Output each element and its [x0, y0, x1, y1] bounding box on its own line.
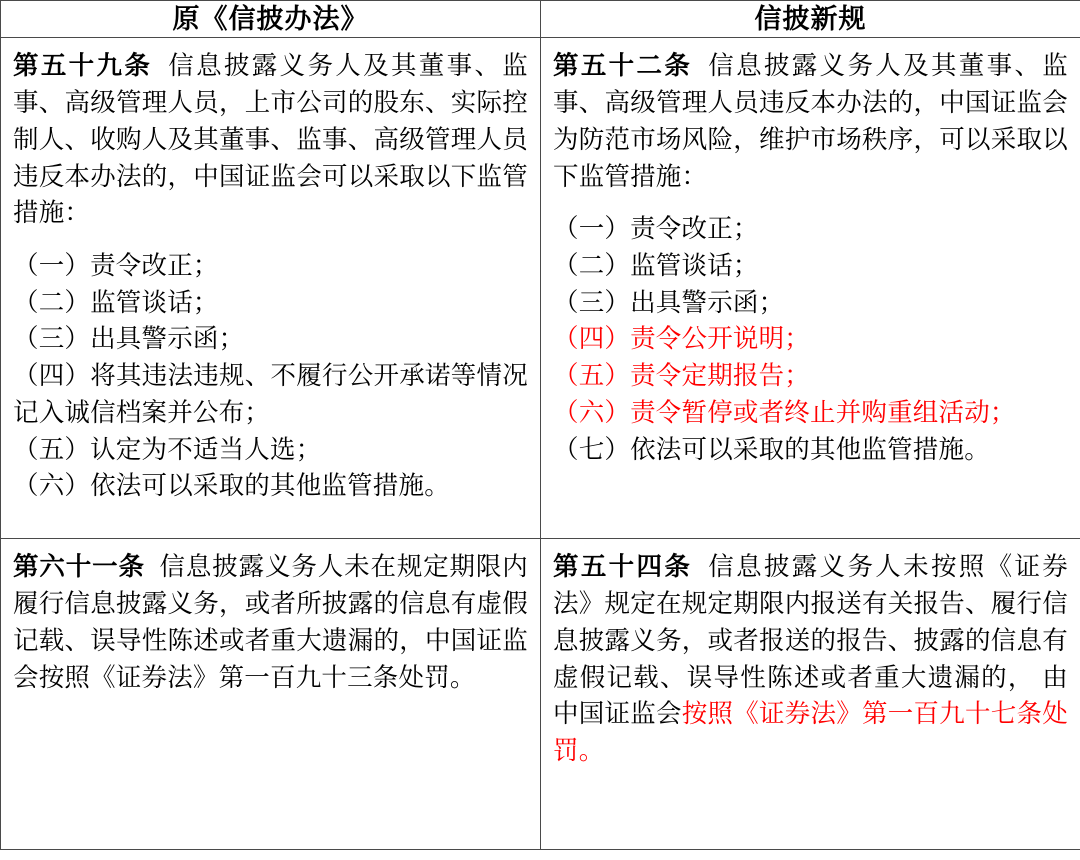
list-item: （三）出具警示函；	[13, 324, 245, 354]
list-item: （四）将其违法违规、不履行公开承诺等情况记入诚信档案并公布；	[13, 361, 528, 427]
cell-original-article-59	[1, 38, 541, 539]
table-header-row	[1, 1, 1080, 38]
article-intro-text: 信息披露义务人及其董事、监事、高级管理人员，上市公司的股东、实际控制人、收购人及其董事、监事、高级管理人员违反本办法的，中国证监会可以采取以下监管措施：	[13, 51, 528, 228]
list-item: （五）认定为不适当人选；	[13, 434, 322, 464]
list-item: （五）责令定期报告；	[553, 361, 811, 391]
list-item: （六）依法可以采取的其他监管措施。	[13, 471, 450, 501]
article-label: 第五十二条	[553, 51, 693, 81]
paragraph-spacer	[13, 232, 528, 248]
header-original-rules: 原《信披办法》	[1, 1, 541, 38]
list-item: （三）出具警示函；	[553, 287, 785, 317]
list-item: （六）责令暂停或者终止并购重组活动；	[553, 397, 1016, 427]
article-intro-paragraph	[13, 48, 528, 232]
paragraph-spacer	[553, 195, 1068, 211]
list-item: （二）监管谈话；	[13, 287, 219, 317]
list-item: （七）依法可以采取的其他监管措施。	[553, 434, 990, 464]
table-row	[1, 539, 1080, 850]
table-row	[1, 38, 1080, 539]
article-text: 信息披露义务人未按照《证券法》规定在规定期限内报送有关报告、履行信息披露义务，或者报送的报告、披露的信息有虚假记载、误导性陈述或者重大遗漏的， 由中国证监会	[553, 552, 1068, 729]
article-label: 第五十九条	[13, 51, 153, 81]
article-intro-text: 信息披露义务人及其董事、监事、高级管理人员违反本办法的，中国证监会为防范市场风险，维护市场秩序，可以采取以下监管措施：	[553, 51, 1068, 191]
article-text-highlight: 按照《证券法》第一百九十七条处罚。	[553, 699, 1068, 766]
cell-new-article-52	[541, 38, 1080, 539]
article-label: 第六十一条	[13, 552, 145, 582]
article-label: 第五十四条	[553, 552, 693, 582]
list-item: （四）责令公开说明；	[553, 324, 811, 354]
article-paragraph	[553, 549, 1068, 769]
header-new-rules: 信披新规	[541, 1, 1080, 38]
article-intro-paragraph	[553, 48, 1068, 195]
list-item: （二）监管谈话；	[553, 251, 759, 281]
list-item: （一）责令改正；	[13, 251, 219, 281]
article-text: 信息披露义务人未在规定期限内履行信息披露义务，或者所披露的信息有虚假记载、误导性陈述或者重大遗漏的，中国证监会按照《证券法》第一百九十三条处罚。	[13, 552, 528, 692]
article-paragraph	[13, 549, 528, 696]
cell-new-article-54	[541, 539, 1080, 850]
cell-original-article-61	[1, 539, 541, 850]
list-item: （一）责令改正；	[553, 214, 759, 244]
